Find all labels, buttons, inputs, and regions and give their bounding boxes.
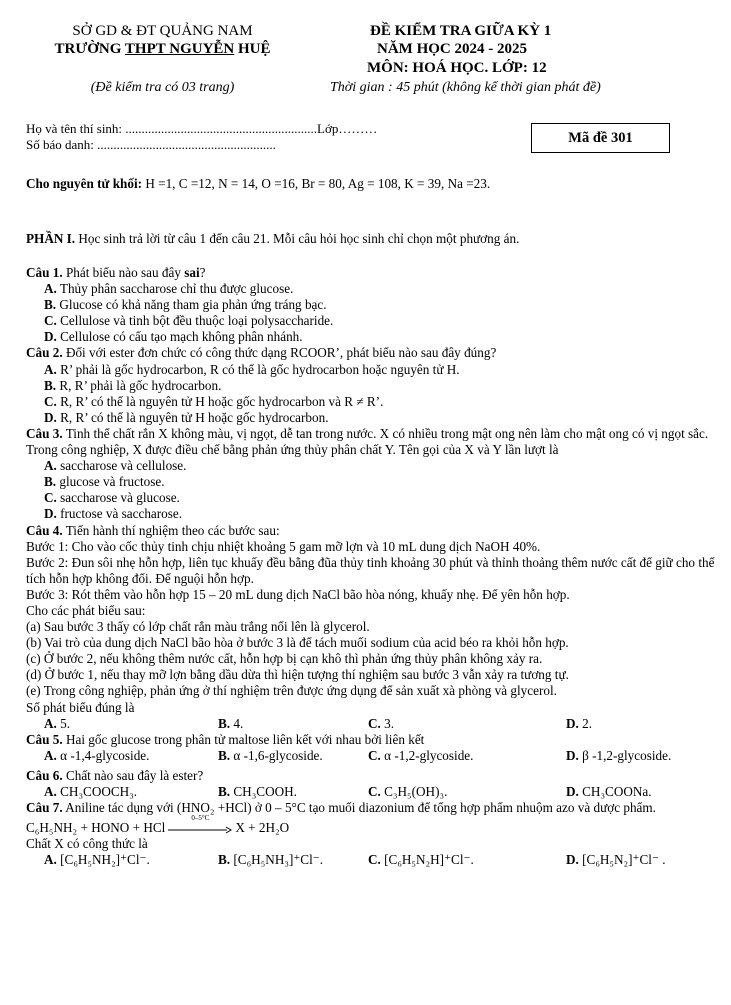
reaction-equation bbox=[26, 814, 716, 836]
student-name-field[interactable]: ........................................................... bbox=[125, 121, 318, 136]
option-d[interactable]: D. R, R’ có thể là nguyên tử H hoặc gốc hydrocarbon. bbox=[44, 409, 329, 425]
option-d[interactable]: D. β -1,2-glycoside. bbox=[566, 747, 672, 763]
option-b[interactable]: B. [C₆H₅NH₃]⁺Cl⁻. bbox=[218, 852, 324, 868]
step-1: Bước 1: Cho vào cốc thủy tinh chịu nhiệt khoảng 5 gam mỡ lợn và 10 mL dung dịch NaOH 40%. bbox=[26, 538, 541, 554]
reaction-condition: 0–5°C bbox=[191, 814, 210, 823]
option-a[interactable]: A. 5. bbox=[44, 715, 71, 731]
statement-b: (b) Vai trò của dung dịch NaCl bão hòa ở bước 3 là để tách muối sodium của acid béo ra khỏi hỗn hợp. bbox=[26, 635, 569, 651]
student-id-field[interactable]: ....................................................... bbox=[97, 136, 276, 152]
question-7-ask: Chất X có công thức là bbox=[26, 836, 148, 852]
option-d[interactable]: D. 2. bbox=[566, 715, 593, 731]
options-row bbox=[26, 852, 716, 868]
time-note: Thời gian : 45 phút (không kể thời gian phát đề) bbox=[330, 79, 601, 95]
question-7: Câu 7. Aniline tác dụng với (HNO₂ +HCl) ở 0 – 5°C tạo muối diazonium để tổng hợp phẩm nhuộm azo và dược phẩm. C₆H₅NH₂ + HONO + HCl 0–5°C X + 2H₂O Chất X có công thức là A. [C₆H₅NH₂]⁺Cl⁻. B. [C₆H₅NH₃]⁺Cl⁻. C. [C₆H₅N₂H]⁺Cl⁻. D. [C₆H₅N₂]⁺Cl⁻ . bbox=[26, 800, 716, 868]
statement-a: (a) Sau bước 3 thấy có lớp chất rắn màu trắng nổi lên là glycerol. bbox=[26, 619, 370, 635]
school-year: NĂM HỌC 2024 - 2025 bbox=[377, 41, 527, 58]
student-name-line: Họ và tên thí sinh: ...........................................................Lớp……… bbox=[26, 121, 378, 136]
option-d[interactable]: D. CH₃COONa. bbox=[566, 784, 652, 799]
option-c[interactable]: C. [C₆H₅N₂H]⁺Cl⁻. bbox=[368, 852, 474, 868]
statement-d: (d) Ở bước 1, nếu thay mỡ lợn bằng dầu dừa thì hiện tượng thí nghiệm sau bước 3 vẫn xảy ra tương tự. bbox=[26, 667, 569, 683]
step-2: Bước 2: Đun sôi nhẹ hỗn hợp, liên tục khuấy đều bằng đũa thủy tinh khoảng 30 phút và thỉnh thoảng thêm nước cất để giữ cho thể tích hỗn hợp không đổi. Để nguội hỗn hợp. bbox=[26, 554, 715, 586]
pages-note: (Đề kiểm tra có 03 trang) bbox=[90, 79, 235, 95]
option-d[interactable]: D. [C₆H₅N₂]⁺Cl⁻ . bbox=[566, 852, 666, 868]
school-name: TRƯỜNG THPT NGUYỄN HUỆ bbox=[54, 41, 271, 58]
atomic-masses: Cho nguyên tử khối: H =1, C =12, N = 14, O =16, Br = 80, Ag = 108, K = 39, Na =23. bbox=[26, 176, 491, 191]
option-c[interactable]: C. 3. bbox=[368, 715, 395, 731]
question-4: Câu 4. Tiến hành thí nghiệm theo các bước sau: Bước 1: Cho vào cốc thủy tinh chịu nhiệt khoảng 5 gam mỡ lợn và 10 mL dung dịch NaOH 40%. Bước 2: Đun sôi nhẹ hỗn hợp, liên tục khuấy đều bằng đũa thủy tinh khoảng 30 phút và thỉnh thoảng thêm nước cất để giữ cho thể tích hỗn hợp không đổi. Để nguội hỗn hợp. Bước 3: Rót thêm vào hỗn hợp 15 – 20 mL dung dịch NaCl bão hòa nóng, khuấy nhẹ. Để yên hỗn hợp. Cho các phát biểu sau: (a) Sau bước 3 thấy có lớp chất rắn màu trắng nổi lên là glycerol. (b) Vai trò của dung dịch NaCl bão hòa ở bước 3 là để tách muối sodium của acid béo ra khỏi hỗn hợp. (c) Ở bước 2, nếu không thêm nước cất, hỗn hợp bị cạn khô thì phản ứng thủy phân không xảy ra. (d) Ở bước 1, nếu thay mỡ lợn bằng dầu dừa thì hiện tượng thí nghiệm sau bước 3 vẫn xảy ra tương tự. (e) Trong công nghiệp, phản ứng ở thí nghiệm trên được ứng dụng để sản xuất xà phòng và glycerol. Số phát biểu đúng là A. 5. B. 4. C. 3. D. 2. bbox=[26, 522, 715, 731]
option-a[interactable]: A. CH₃COOCH₃. bbox=[44, 784, 138, 799]
option-a[interactable]: A. Thủy phân saccharose chỉ thu được glucose. bbox=[44, 281, 294, 297]
option-a[interactable]: A. R’ phải là gốc hydrocarbon, R có thể là gốc hydrocarbon hoặc nguyên tử H. bbox=[44, 361, 460, 377]
options-row bbox=[26, 784, 716, 800]
option-a[interactable]: A. saccharose và cellulose. bbox=[44, 458, 187, 474]
student-info bbox=[26, 121, 377, 153]
part-1-instructions: PHẦN I. Học sinh trả lời từ câu 1 đến câu 21. Mỗi câu hỏi học sinh chỉ chọn một phương án. bbox=[26, 231, 520, 246]
option-c[interactable]: C. Cellulose và tinh bột đều thuộc loại polysaccharide. bbox=[44, 313, 334, 329]
option-b[interactable]: B. glucose và fructose. bbox=[44, 474, 165, 490]
option-b[interactable]: B. R, R’ phải là gốc hydrocarbon. bbox=[44, 377, 222, 393]
option-a[interactable]: A. [C₆H₅NH₂]⁺Cl⁻. bbox=[44, 852, 150, 868]
step-3: Bước 3: Rót thêm vào hỗn hợp 15 – 20 mL dung dịch NaCl bão hòa nóng, khuấy nhẹ. Để yên hỗn hợp. bbox=[26, 586, 570, 602]
exam-code-box: Mã đề 301 bbox=[531, 123, 670, 153]
option-d[interactable]: D. fructose và saccharose. bbox=[44, 506, 183, 522]
statement-e: (e) Trong công nghiệp, phản ứng ở thí nghiệm trên được ứng dụng để sản xuất xà phòng và glycerol. bbox=[26, 683, 557, 699]
question-1: Câu 1. Phát biểu nào sau đây sai? A. Thủy phân saccharose chỉ thu được glucose. B. Glucose có khả năng tham gia phản ứng tráng bạc. C. Cellulose và tinh bột đều thuộc loại polysaccharide. D. Cellulose có cấu tạo mạch không phân nhánh. bbox=[26, 265, 716, 345]
equation-reactants: C₆H₅NH₂ + HONO + HCl bbox=[26, 820, 166, 836]
options-row bbox=[26, 716, 716, 732]
class-field[interactable]: ……… bbox=[338, 121, 378, 136]
exam-title: ĐỀ KIỂM TRA GIỮA KỲ 1 bbox=[370, 23, 552, 39]
statement-c: (c) Ở bước 2, nếu không thêm nước cất, hỗn hợp bị cạn khô thì phản ứng thủy phân không xảy ra. bbox=[26, 651, 543, 667]
question-5: Câu 5. Hai gốc glucose trong phân tử maltose liên kết với nhau bởi liên kết A. α -1,4-glycoside. B. α -1,6-glycoside. C. α -1,2-glycoside. D. β -1,2-glycoside. bbox=[26, 732, 716, 764]
student-id-line: Số báo danh: ....................................................... bbox=[26, 136, 276, 152]
option-c[interactable]: C. C₃H₅(OH)₃. bbox=[368, 784, 448, 799]
option-a[interactable]: A. α -1,4-glycoside. bbox=[44, 747, 150, 763]
questions bbox=[26, 265, 716, 868]
options-row bbox=[26, 748, 716, 764]
statements-intro: Cho các phát biểu sau: bbox=[26, 602, 146, 618]
option-c[interactable]: C. α -1,2-glycoside. bbox=[368, 747, 474, 763]
option-b[interactable]: B. 4. bbox=[218, 715, 244, 731]
department-name: SỞ GD & ĐT QUẢNG NAM bbox=[72, 23, 253, 39]
question-3: Câu 3. Tinh thể chất rắn X không màu, vị ngọt, dễ tan trong nước. X có nhiều trong mật ong nên làm cho mật ong có vị ngọt sắc. Trong công nghiệp, X được điều chế bằng phản ứng thủy phân chất Y. Tên gọi của X và Y lần lượt là A. saccharose và cellulose. B. glucose và fructose. C. saccharose và glucose. D. fructose và saccharose. bbox=[26, 426, 716, 523]
count-prompt: Số phát biểu đúng là bbox=[26, 699, 135, 715]
option-d[interactable]: D. Cellulose có cấu tạo mạch không phân nhánh. bbox=[44, 329, 303, 345]
question-6: Câu 6. Chất nào sau đây là ester? A. CH₃COOCH₃. B. CH₃COOH. C. C₃H₅(OH)₃. D. CH₃COONa. bbox=[26, 768, 716, 800]
option-b[interactable]: B. CH₃COOH. bbox=[218, 784, 297, 799]
question-2: Câu 2. Đối với ester đơn chức có công thức dạng RCOOR’, phát biểu nào sau đây đúng? A. R’ phải là gốc hydrocarbon, R có thể là gốc hydrocarbon hoặc nguyên tử H. B. R, R’ phải là gốc hydrocarbon. C. R, R’ có thể là nguyên tử H hoặc gốc hydrocarbon và R ≠ R’. D. R, R’ có thể là nguyên tử H hoặc gốc hydrocarbon. bbox=[26, 345, 716, 425]
equation-products: X + 2H₂O bbox=[235, 820, 290, 836]
option-b[interactable]: B. α -1,6-glycoside. bbox=[218, 747, 323, 763]
subject-line: MÔN: HOÁ HỌC. LỚP: 12 bbox=[367, 59, 547, 76]
option-c[interactable]: C. saccharose và glucose. bbox=[44, 490, 180, 506]
option-b[interactable]: B. Glucose có khả năng tham gia phản ứng tráng bạc. bbox=[44, 297, 327, 313]
header-left bbox=[20, 22, 305, 96]
header-right bbox=[330, 22, 730, 96]
option-c[interactable]: C. R, R’ có thể là nguyên tử H hoặc gốc hydrocarbon và R ≠ R’. bbox=[44, 393, 384, 409]
reaction-arrow-icon bbox=[168, 814, 232, 836]
